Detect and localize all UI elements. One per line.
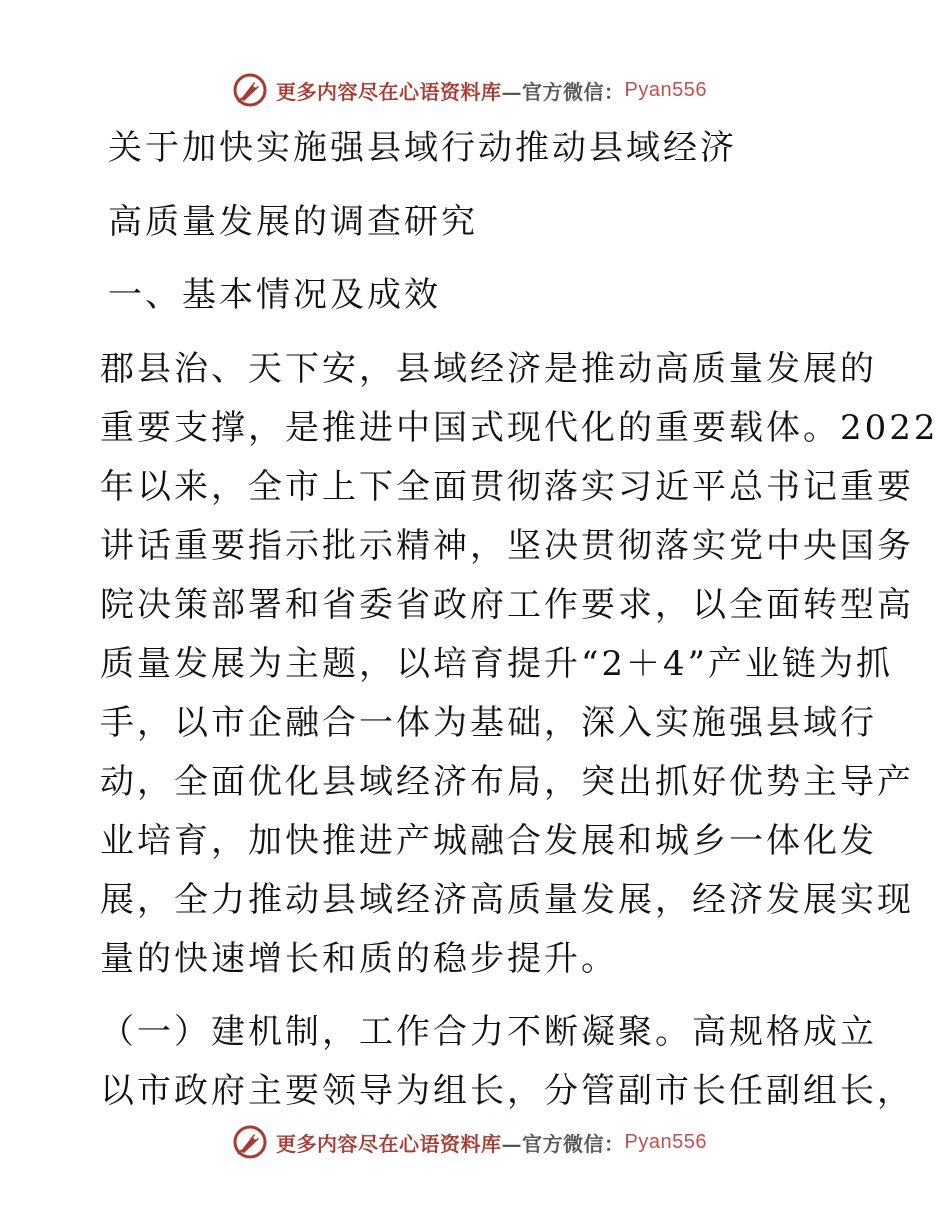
paragraph-line: 动，全面优化县域经济布局，突出抓好优势主导产 xyxy=(100,762,914,802)
watermark-main-text: 更多内容尽在心语资料库 xyxy=(276,1131,502,1156)
paragraph-line: 量的快速增长和质的稳步提升。 xyxy=(100,939,618,979)
paragraph-line: 业培育，加快推进产城融合发展和城乡一体化发 xyxy=(100,821,877,861)
footer-watermark xyxy=(232,1122,707,1162)
watermark-wechat-id: Pyan556 xyxy=(624,1130,707,1153)
paragraph-line: 院决策部署和省委省政府工作要求，以全面转型高 xyxy=(100,585,914,625)
pen-nib-logo-icon xyxy=(232,1124,268,1160)
header-watermark xyxy=(232,70,707,110)
paragraph-line: 手，以市企融合一体为基础，深入实施强县域行 xyxy=(100,703,877,743)
watermark-sub-text: —官方微信： xyxy=(501,1131,625,1156)
paragraph-line: 展，全力推动县域经济高质量发展，经济发展实现 xyxy=(100,880,914,920)
pen-nib-logo-icon xyxy=(232,72,268,108)
section-heading: 一、基本情况及成效 xyxy=(108,275,441,315)
paragraph-line: （一）建机制，工作合力不断凝聚。高规格成立 xyxy=(100,1012,877,1052)
watermark-wechat-id: Pyan556 xyxy=(624,78,707,101)
paragraph-line: 郡县治、天下安，县域经济是推动高质量发展的 xyxy=(100,349,877,389)
document-title-line-2: 高质量发展的调查研究 xyxy=(108,202,478,242)
paragraph-line: 质量发展为主题，以培育提升“2＋4”产业链为抓 xyxy=(100,644,894,684)
paragraph-line: 讲话重要指示批示精神，坚决贯彻落实党中央国务 xyxy=(100,526,914,566)
paragraph-line: 重要支撑，是推进中国式现代化的重要载体。2022 xyxy=(100,408,939,448)
watermark-sub-text: —官方微信： xyxy=(501,79,625,104)
paragraph-line: 年以来，全市上下全面贯彻落实习近平总书记重要 xyxy=(100,467,914,507)
document-title-line-1: 关于加快实施强县域行动推动县域经济 xyxy=(108,128,737,168)
watermark-main-text: 更多内容尽在心语资料库 xyxy=(276,79,502,104)
paragraph-line: 以市政府主要领导为组长，分管副市长任副组长， xyxy=(100,1071,914,1111)
